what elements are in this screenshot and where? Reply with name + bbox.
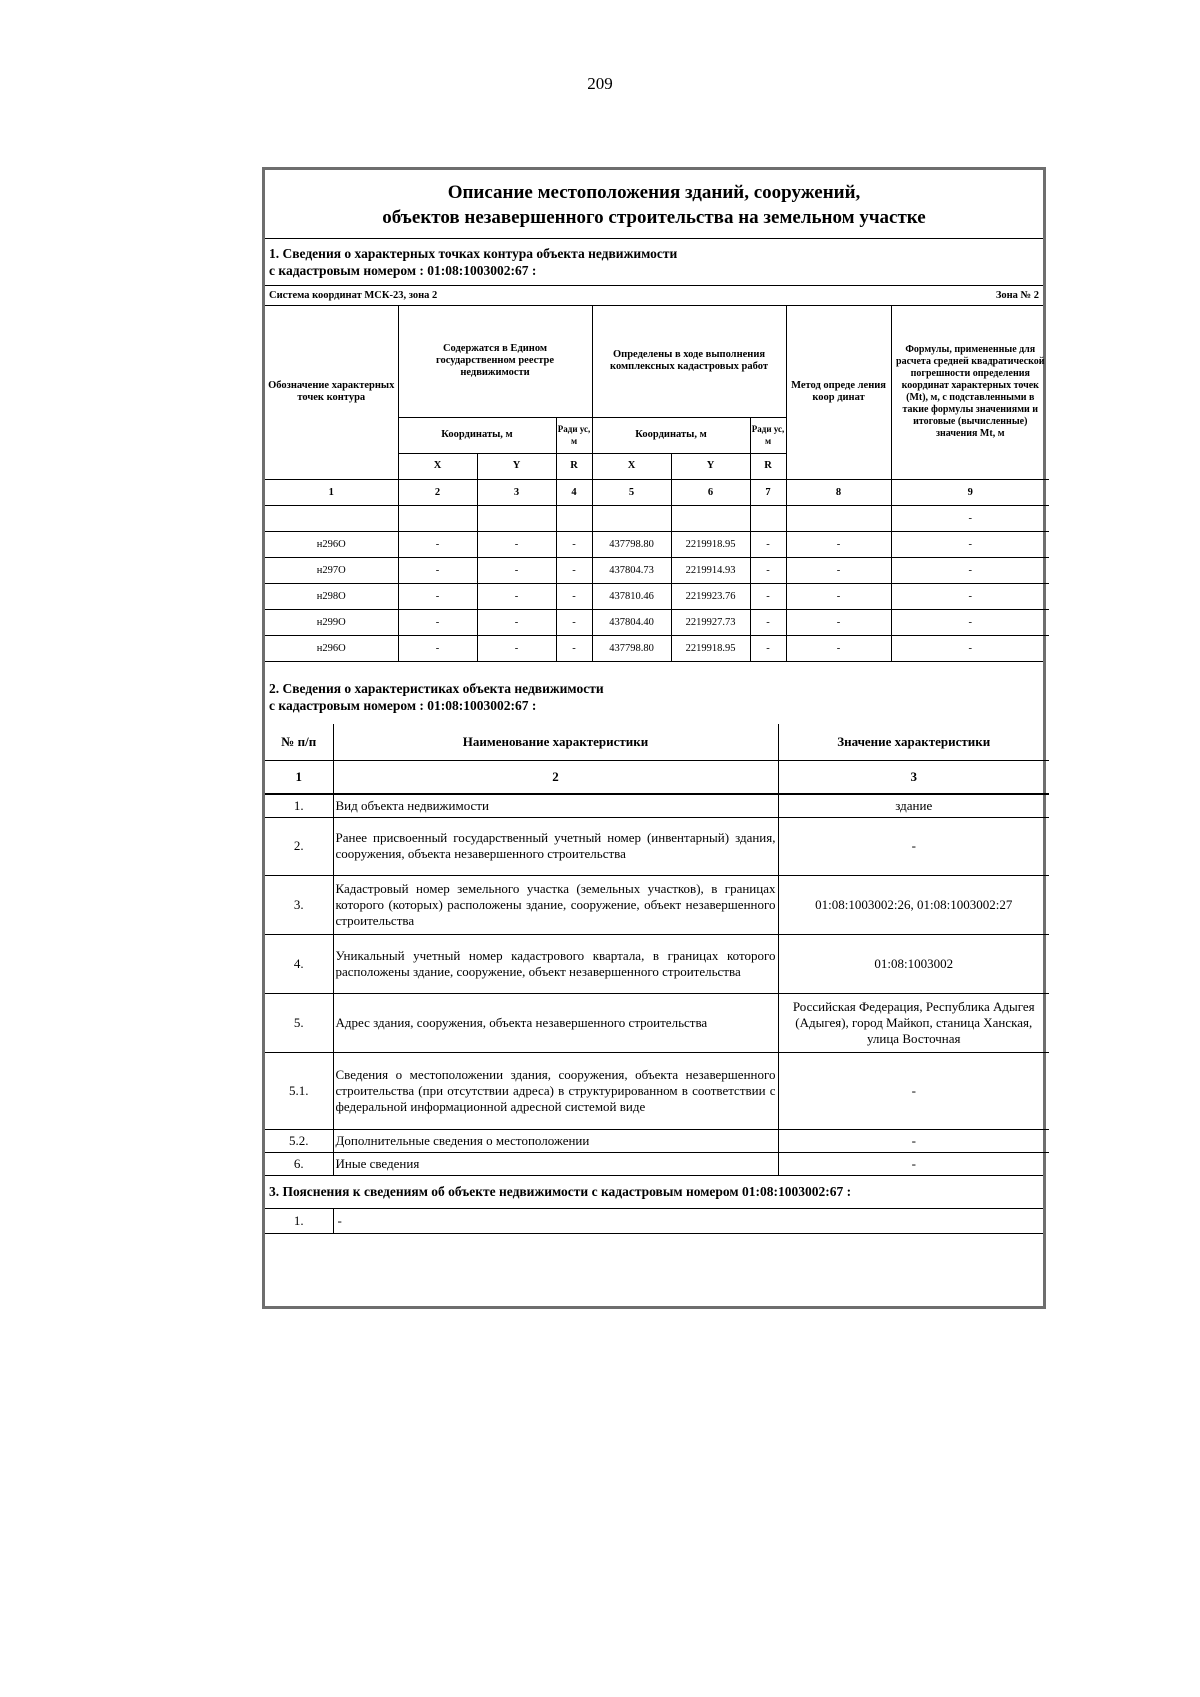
characteristic-name: Уникальный учетный номер кадастрового квартала, в границах которого расположены здание, сооружение, объект незавершенного строительства [333,934,778,993]
location-description-form [262,167,1046,1309]
table-cell [671,505,750,531]
section2-block [265,661,1043,724]
point-name: н296О [265,635,398,661]
characteristic-name: Ранее присвоенный государственный учетный номер (инвентарный) здания, сооружения, объекта незавершенного строительства [333,817,778,875]
coord-y: 2219918.95 [671,531,750,557]
header-x-works: X [592,453,671,479]
row-number: 6. [265,1152,333,1175]
table-cell: - [750,557,786,583]
table-cell: - [750,531,786,557]
contour-points-table [265,306,1049,661]
table-cell: - [398,635,477,661]
table-cell [398,505,477,531]
section3-heading: 3. Пояснения к сведениям об объекте недвижимости с кадастровым номером 01:08:1003002:67 : [265,1175,1043,1209]
table-row [265,1209,1049,1233]
table-cell [592,505,671,531]
table-row [265,531,1049,557]
table-cell: - [556,609,592,635]
characteristic-value: - [778,1052,1049,1129]
table-cell: - [477,531,556,557]
column-number: 4 [556,479,592,505]
header-egrn: Содержатся в Едином государственном реестре недвижимости [398,306,592,417]
column-numbers-row [265,760,1049,794]
table-cell: - [556,583,592,609]
header-formula: Формулы, примененные для расчета средней квадратической погрешности определения координат характерных точек (Mt), м, с подставленными в такие формулы значениями и итоговые (вычисленные) значения Mt, м [891,306,1049,479]
column-numbers-row [265,479,1049,505]
column-number: 5 [592,479,671,505]
column-number: 1 [265,479,398,505]
table-row [265,993,1049,1052]
header-name: Наименование характеристики [333,724,778,761]
table-row [265,557,1049,583]
zone-label: Зона № 2 [995,290,1039,301]
title-line-2: объектов незавершенного строительства на земельном участке [382,207,926,228]
header-method: Метод опреде ления коор динат [786,306,891,479]
header-y-works: Y [671,453,750,479]
header-y-egrn: Y [477,453,556,479]
table-cell: - [891,531,1049,557]
header-r-works: R [750,453,786,479]
coord-x: 437810.46 [592,583,671,609]
section2-heading-line-1: 2. Сведения о характеристиках объекта недвижимости [269,680,604,696]
document-title [265,170,1043,239]
explanations-table [265,1209,1049,1233]
header-r-egrn: R [556,453,592,479]
table-cell: - [398,531,477,557]
empty-row [265,505,1049,531]
section1-heading [265,239,1043,286]
column-number: 6 [671,479,750,505]
table-cell: - [786,557,891,583]
explanation-text: - [333,1209,1049,1233]
characteristic-value: Российская Федерация, Республика Адыгея (Адыгея), город Майкоп, станица Ханская, улица Восточная [778,993,1049,1052]
table-cell: - [786,531,891,557]
table-row [265,609,1049,635]
table-cell: - [891,609,1049,635]
table-row [265,1152,1049,1175]
table-cell: - [750,583,786,609]
coordinate-system: Система координат МСК-23, зона 2 [269,290,438,301]
column-number: 2 [398,479,477,505]
column-number: 2 [333,760,778,794]
table-cell: - [750,609,786,635]
table-cell: - [891,505,1049,531]
point-name: н299О [265,609,398,635]
row-number: 5. [265,993,333,1052]
characteristics-table [265,724,1049,1175]
table-cell [786,505,891,531]
section1-heading-line-2: с кадастровым номером : 01:08:1003002:67 : [269,263,537,278]
page-number: 209 [587,74,613,93]
header-designation: Обозначение характерных точек контура [265,306,398,479]
section2-heading [265,662,1043,724]
point-name: н297О [265,557,398,583]
column-number: 7 [750,479,786,505]
table-cell: - [556,531,592,557]
table-cell: - [556,635,592,661]
table-cell: - [891,583,1049,609]
column-number: 1 [265,760,333,794]
header-num: № п/п [265,724,333,761]
point-name: н298О [265,583,398,609]
coord-x: 437798.80 [592,531,671,557]
table-cell: - [891,557,1049,583]
characteristic-value: здание [778,794,1049,818]
row-number: 5.1. [265,1052,333,1129]
row-number: 5.2. [265,1129,333,1152]
row-number: 1. [265,794,333,818]
header-x-egrn: X [398,453,477,479]
header-value: Значение характеристики [778,724,1049,761]
row-number: 3. [265,875,333,934]
characteristic-name: Иные сведения [333,1152,778,1175]
coord-x: 437798.80 [592,635,671,661]
table-cell: - [477,583,556,609]
table-row [265,875,1049,934]
table-cell: - [477,609,556,635]
coord-y: 2219923.76 [671,583,750,609]
header-radius-works: Ради ус, м [750,417,786,453]
characteristic-value: 01:08:1003002:26, 01:08:1003002:27 [778,875,1049,934]
characteristic-name: Адрес здания, сооружения, объекта незавершенного строительства [333,993,778,1052]
coord-y: 2219914.93 [671,557,750,583]
coord-y: 2219918.95 [671,635,750,661]
characteristic-name: Дополнительные сведения о местоположении [333,1129,778,1152]
characteristic-value: - [778,817,1049,875]
table-cell: - [398,583,477,609]
table-cell [265,505,398,531]
coordinate-system-bar [265,286,1043,306]
blank-area [265,1233,1043,1306]
table-cell: - [398,557,477,583]
table-row [265,817,1049,875]
table-cell: - [786,609,891,635]
table-cell: - [786,635,891,661]
column-number: 8 [786,479,891,505]
header-coords-works: Координаты, м [592,417,750,453]
column-number: 3 [778,760,1049,794]
header-coords-egrn: Координаты, м [398,417,556,453]
row-number: 1. [265,1209,333,1233]
table-cell: - [750,635,786,661]
table-row [265,934,1049,993]
characteristic-value: - [778,1129,1049,1152]
characteristic-value: - [778,1152,1049,1175]
characteristic-name: Сведения о местоположении здания, сооружения, объекта незавершенного строительства (при отсутствии адреса) в структурированном в соответствии с федеральной информационной адресной системой виде [333,1052,778,1129]
row-number: 4. [265,934,333,993]
section2-heading-line-2: с кадастровым номером : 01:08:1003002:67 : [269,697,537,713]
column-number: 3 [477,479,556,505]
header-cadastral-works: Определены в ходе выполнения комплексных кадастровых работ [592,306,786,417]
section1-heading-line-1: 1. Сведения о характерных точках контура объекта недвижимости [269,246,678,261]
table-row [265,635,1049,661]
table-cell [477,505,556,531]
title-line-1: Описание местоположения зданий, сооружений, [447,182,861,203]
coord-x: 437804.40 [592,609,671,635]
point-name: н296О [265,531,398,557]
table-row [265,1052,1049,1129]
table-cell: - [786,583,891,609]
table-cell [556,505,592,531]
coord-y: 2219927.73 [671,609,750,635]
characteristic-name: Вид объекта недвижимости [333,794,778,818]
characteristic-value: 01:08:1003002 [778,934,1049,993]
table-cell: - [477,635,556,661]
table-row [265,583,1049,609]
table-cell: - [398,609,477,635]
table-cell: - [556,557,592,583]
table-cell: - [891,635,1049,661]
column-number: 9 [891,479,1049,505]
row-number: 2. [265,817,333,875]
table-row [265,1129,1049,1152]
table-cell: - [477,557,556,583]
table-cell [750,505,786,531]
header-radius-egrn: Ради ус, м [556,417,592,453]
characteristic-name: Кадастровый номер земельного участка (земельных участков), в границах которого (которых) расположены здание, сооружение, объект незавершенного строительства [333,875,778,934]
table-row [265,794,1049,818]
coord-x: 437804.73 [592,557,671,583]
